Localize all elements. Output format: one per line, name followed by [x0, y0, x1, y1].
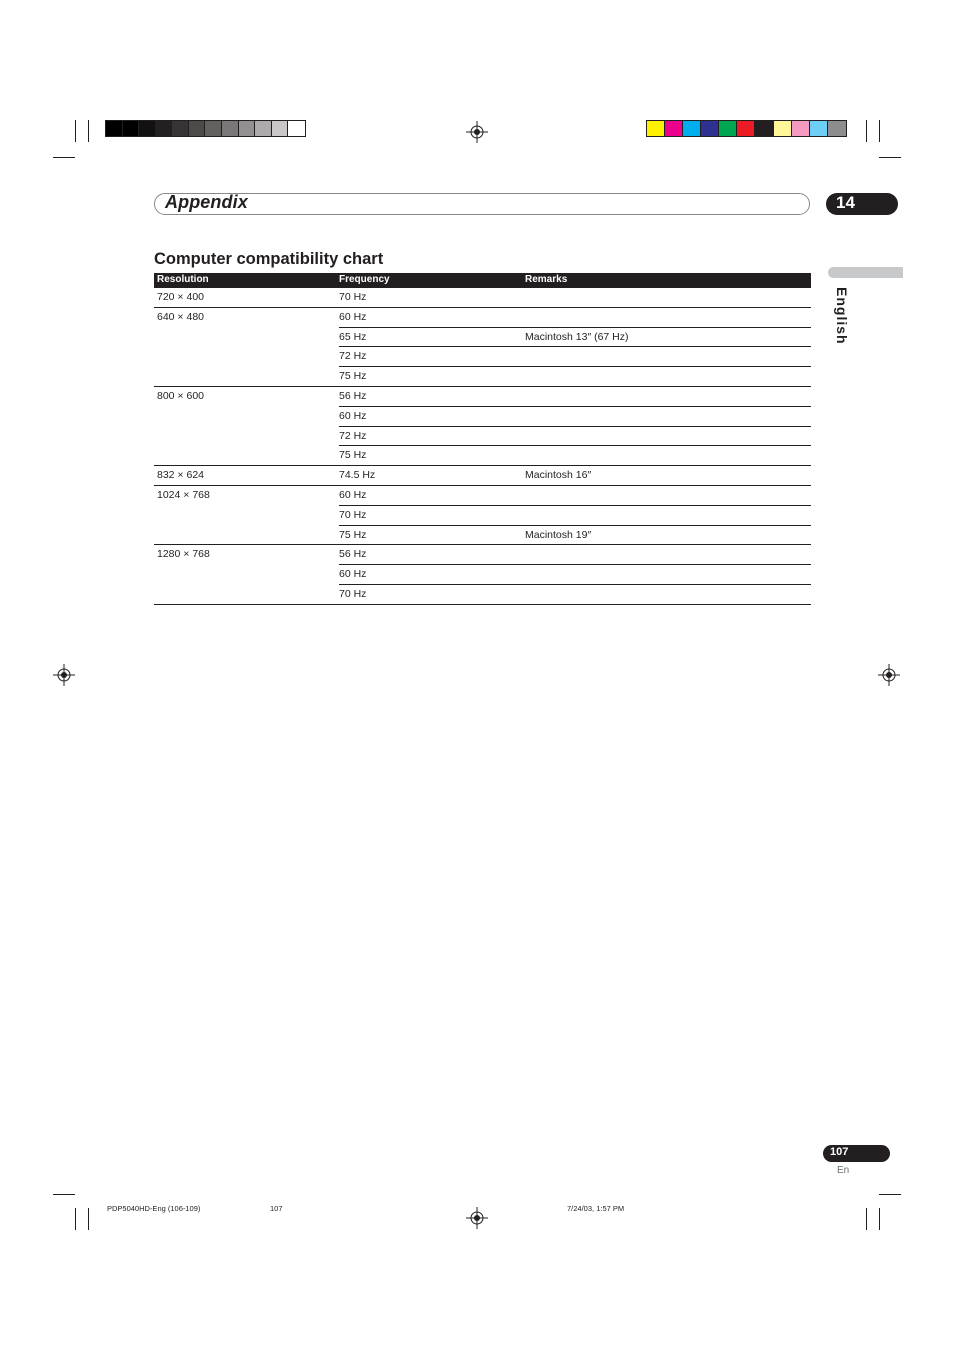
color-swatch	[792, 121, 810, 136]
gray-swatch	[205, 121, 222, 136]
color-swatch	[755, 121, 773, 136]
chapter-number: 14	[836, 193, 855, 212]
print-slug-page: 107	[270, 1204, 283, 1213]
table-body	[154, 288, 811, 605]
table-row	[154, 407, 811, 427]
grayscale-color-bar	[105, 120, 306, 137]
table-row	[154, 308, 811, 328]
color-swatch	[683, 121, 701, 136]
table-row	[154, 506, 811, 526]
gray-swatch	[239, 121, 256, 136]
table-row	[154, 427, 811, 447]
crop-mark	[866, 1208, 867, 1230]
table-row	[154, 565, 811, 585]
gray-swatch	[288, 121, 305, 136]
gray-swatch	[172, 121, 189, 136]
page-title: Computer compatibility chart	[154, 250, 384, 268]
registration-mark-icon	[878, 664, 900, 686]
cell-frequency: 70 Hz	[339, 587, 367, 600]
cell-frequency: 56 Hz	[339, 389, 367, 402]
table-row	[154, 446, 811, 466]
table-row	[154, 585, 811, 605]
print-slug-date: 7/24/03, 1:57 PM	[567, 1204, 625, 1213]
cell-remarks: Macintosh 16″	[525, 469, 592, 482]
color-swatch	[737, 121, 755, 136]
cell-resolution: 832 × 624	[157, 469, 205, 482]
page-language: En	[837, 1165, 850, 1176]
color-swatch	[647, 121, 665, 136]
crop-mark	[75, 120, 76, 142]
language-label: English	[834, 287, 850, 345]
section-header-frame	[154, 193, 810, 215]
crop-mark	[866, 120, 867, 142]
registration-mark-icon	[53, 664, 75, 686]
table-row	[154, 328, 811, 348]
cell-frequency: 60 Hz	[339, 488, 367, 501]
column-header-remarks: Remarks	[525, 274, 568, 285]
cell-frequency: 65 Hz	[339, 330, 367, 343]
cell-frequency: 75 Hz	[339, 449, 367, 462]
process-color-bar	[646, 120, 847, 137]
color-swatch	[828, 121, 846, 136]
cell-frequency: 60 Hz	[339, 568, 367, 581]
table-row	[154, 387, 811, 407]
cell-frequency: 72 Hz	[339, 350, 367, 363]
cell-frequency: 75 Hz	[339, 370, 367, 383]
crop-mark	[88, 120, 89, 142]
table-row	[154, 486, 811, 506]
registration-mark-icon	[466, 121, 488, 143]
cell-resolution: 1280 × 768	[157, 548, 210, 561]
cell-frequency: 60 Hz	[339, 409, 367, 422]
color-swatch	[719, 121, 737, 136]
gray-swatch	[272, 121, 289, 136]
row-divider	[154, 604, 811, 605]
crop-mark	[88, 1208, 89, 1230]
gray-swatch	[106, 121, 123, 136]
crop-mark	[879, 157, 901, 158]
color-swatch	[701, 121, 719, 136]
table-row	[154, 545, 811, 565]
compatibility-table	[154, 273, 811, 605]
table-row	[154, 526, 811, 546]
print-slug-file: PDP5040HD-Eng (106-109)	[107, 1204, 201, 1213]
cell-frequency: 56 Hz	[339, 548, 367, 561]
crop-mark	[75, 1208, 76, 1230]
table-row	[154, 466, 811, 486]
table-row	[154, 367, 811, 387]
crop-mark	[879, 1194, 901, 1195]
column-header-resolution: Resolution	[157, 274, 209, 285]
table-row	[154, 347, 811, 367]
column-header-frequency: Frequency	[339, 274, 390, 285]
cell-frequency: 70 Hz	[339, 508, 367, 521]
crop-mark	[879, 1208, 880, 1230]
crop-mark	[879, 120, 880, 142]
gray-swatch	[156, 121, 173, 136]
cell-remarks: Macintosh 13″ (67 Hz)	[525, 330, 629, 343]
crop-mark	[53, 157, 75, 158]
crop-mark	[53, 1194, 75, 1195]
cell-resolution: 720 × 400	[157, 291, 205, 303]
table-header	[154, 273, 811, 288]
cell-frequency: 75 Hz	[339, 528, 367, 541]
gray-swatch	[189, 121, 206, 136]
cell-resolution: 640 × 480	[157, 310, 205, 323]
gray-swatch	[139, 121, 156, 136]
gray-swatch	[255, 121, 272, 136]
page-number: 107	[830, 1146, 849, 1158]
cell-resolution: 1024 × 768	[157, 488, 210, 501]
cell-remarks: Macintosh 19″	[525, 528, 592, 541]
section-title: Appendix	[165, 192, 248, 212]
color-swatch	[665, 121, 683, 136]
color-swatch	[774, 121, 792, 136]
cell-frequency: 60 Hz	[339, 310, 367, 323]
cell-frequency: 74.5 Hz	[339, 469, 376, 482]
cell-frequency: 72 Hz	[339, 429, 367, 442]
cell-resolution: 800 × 600	[157, 389, 205, 402]
gray-swatch	[222, 121, 239, 136]
registration-mark-icon	[466, 1207, 488, 1229]
table-row	[154, 288, 811, 308]
language-tab	[828, 267, 903, 278]
color-swatch	[810, 121, 828, 136]
gray-swatch	[123, 121, 140, 136]
cell-frequency: 70 Hz	[339, 291, 367, 303]
